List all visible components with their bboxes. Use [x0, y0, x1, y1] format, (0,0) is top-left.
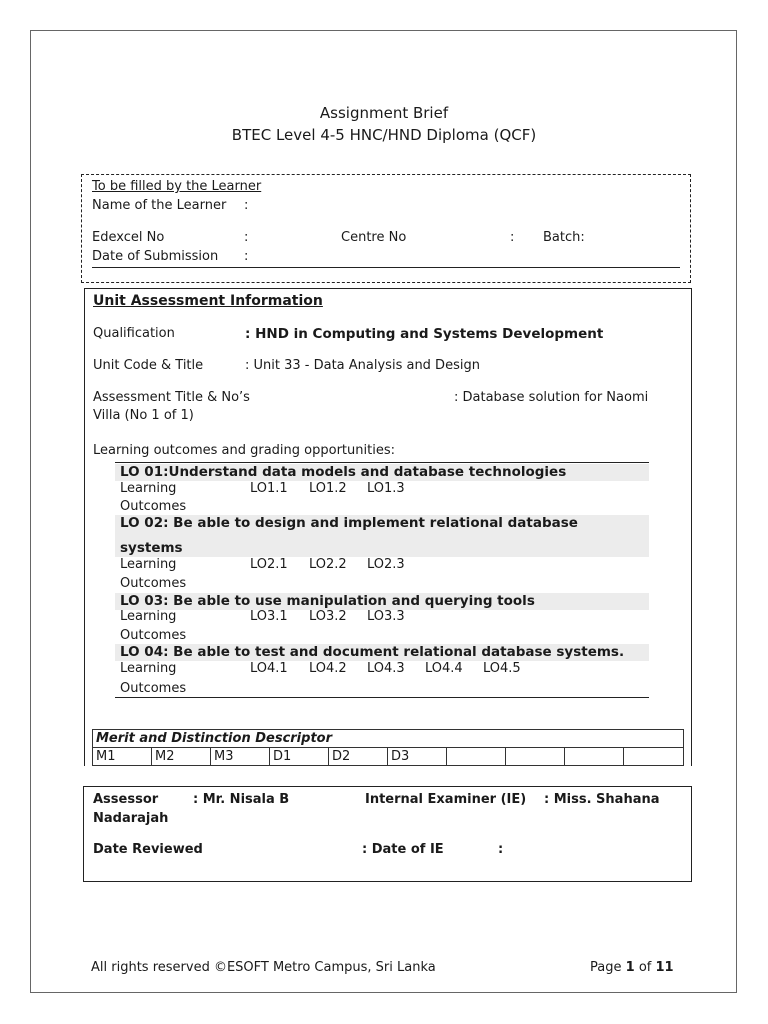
submission-date-colon: : [244, 249, 249, 264]
page-prefix: Page [590, 960, 622, 975]
lo-code: LO4.4 [425, 661, 463, 676]
lo-label: Outcomes [120, 499, 187, 514]
merit-cell-m3: M3 [211, 748, 270, 766]
learner-divider [92, 267, 680, 268]
learner-name-colon: : [244, 198, 249, 213]
merit-cell-d3: D3 [388, 748, 447, 766]
submission-date-label: Date of Submission [92, 249, 219, 264]
merit-cell-m2: M2 [152, 748, 211, 766]
lo-code: LO4.1 [250, 661, 288, 676]
lo-label: Learning [120, 609, 177, 624]
lo-label: Outcomes [120, 576, 187, 591]
footer-page-number [590, 960, 674, 975]
unit-heading: Unit Assessment Information [93, 293, 323, 309]
footer-copyright: All rights reserved ©ESOFT Metro Campus, Sri Lanka [91, 960, 436, 975]
date-ie-colon: : [498, 842, 504, 857]
date-ie-label: : Date of IE [362, 842, 444, 857]
merit-cell-empty [624, 748, 684, 766]
merit-cell-d2: D2 [329, 748, 388, 766]
assessment-title-label: Assessment Title & No’s [93, 390, 250, 405]
lo-code: LO3.1 [250, 609, 288, 624]
page-current: 1 [625, 960, 635, 975]
lo-code: LO3.2 [309, 609, 347, 624]
assessment-title-value-cont: Villa (No 1 of 1) [93, 408, 194, 423]
lo-code: LO1.1 [250, 481, 288, 496]
centre-colon: : [510, 230, 515, 245]
assessor-label: Assessor [93, 792, 159, 807]
lo-label: Learning [120, 481, 177, 496]
lo-label: Outcomes [120, 628, 187, 643]
lo-code: LO4.5 [483, 661, 521, 676]
merit-cell-empty [447, 748, 506, 766]
edexcel-colon: : [244, 230, 249, 245]
unit-code-value: : Unit 33 - Data Analysis and Design [245, 358, 480, 373]
merit-distinction-table [92, 729, 684, 766]
lo-title: LO 03: Be able to use manipulation and querying tools [115, 593, 649, 610]
lo-title-block [115, 515, 649, 557]
lo-code: LO2.3 [367, 557, 405, 572]
merit-cell-m1: M1 [93, 748, 152, 766]
document-subtitle: BTEC Level 4-5 HNC/HND Diploma (QCF) [231, 126, 537, 144]
lo-table-top-rule [115, 462, 649, 463]
date-reviewed-label: Date Reviewed [93, 842, 203, 857]
lo-title: LO 04: Be able to test and document relational database systems. [115, 644, 649, 661]
ie-value: : Miss. Shahana [544, 792, 660, 807]
lo-label: Learning [120, 557, 177, 572]
lo-table-bottom-rule [115, 697, 649, 698]
merit-cell-empty [565, 748, 624, 766]
merit-cell-empty [506, 748, 565, 766]
learner-heading: To be filled by the Learner [92, 179, 262, 194]
qualification-label: Qualification [93, 326, 175, 341]
outcomes-intro: Learning outcomes and grading opportunities: [93, 443, 395, 458]
lo-code: LO1.3 [367, 481, 405, 496]
edexcel-label: Edexcel No [92, 230, 165, 245]
lo-title-cont: systems [120, 540, 183, 556]
centre-label: Centre No [341, 230, 407, 245]
lo-code: LO4.2 [309, 661, 347, 676]
unit-code-label: Unit Code & Title [93, 358, 204, 373]
merit-heading: Merit and Distinction Descriptor [93, 730, 684, 748]
lo-code: LO2.2 [309, 557, 347, 572]
document-title: Assignment Brief [319, 104, 449, 122]
batch-label: Batch: [543, 230, 585, 245]
assessor-value: : Mr. Nisala B [193, 792, 290, 807]
lo-code: LO3.3 [367, 609, 405, 624]
page-total: 11 [655, 960, 674, 975]
qualification-value: : HND in Computing and Systems Development [245, 326, 604, 342]
page-of: of [638, 960, 652, 975]
lo-code: LO1.2 [309, 481, 347, 496]
lo-title: LO 01:Understand data models and database technologies [115, 464, 649, 481]
lo-label: Learning [120, 661, 177, 676]
assessment-title-value: : Database solution for Naomi [454, 390, 649, 405]
lo-label: Outcomes [120, 681, 187, 696]
assessor-value-cont: Nadarajah [93, 811, 169, 826]
learner-name-label: Name of the Learner [92, 198, 227, 213]
merit-cell-d1: D1 [270, 748, 329, 766]
lo-title: LO 02: Be able to design and implement relational database [120, 515, 578, 531]
lo-code: LO2.1 [250, 557, 288, 572]
lo-code: LO4.3 [367, 661, 405, 676]
ie-label: Internal Examiner (IE) [365, 792, 527, 807]
